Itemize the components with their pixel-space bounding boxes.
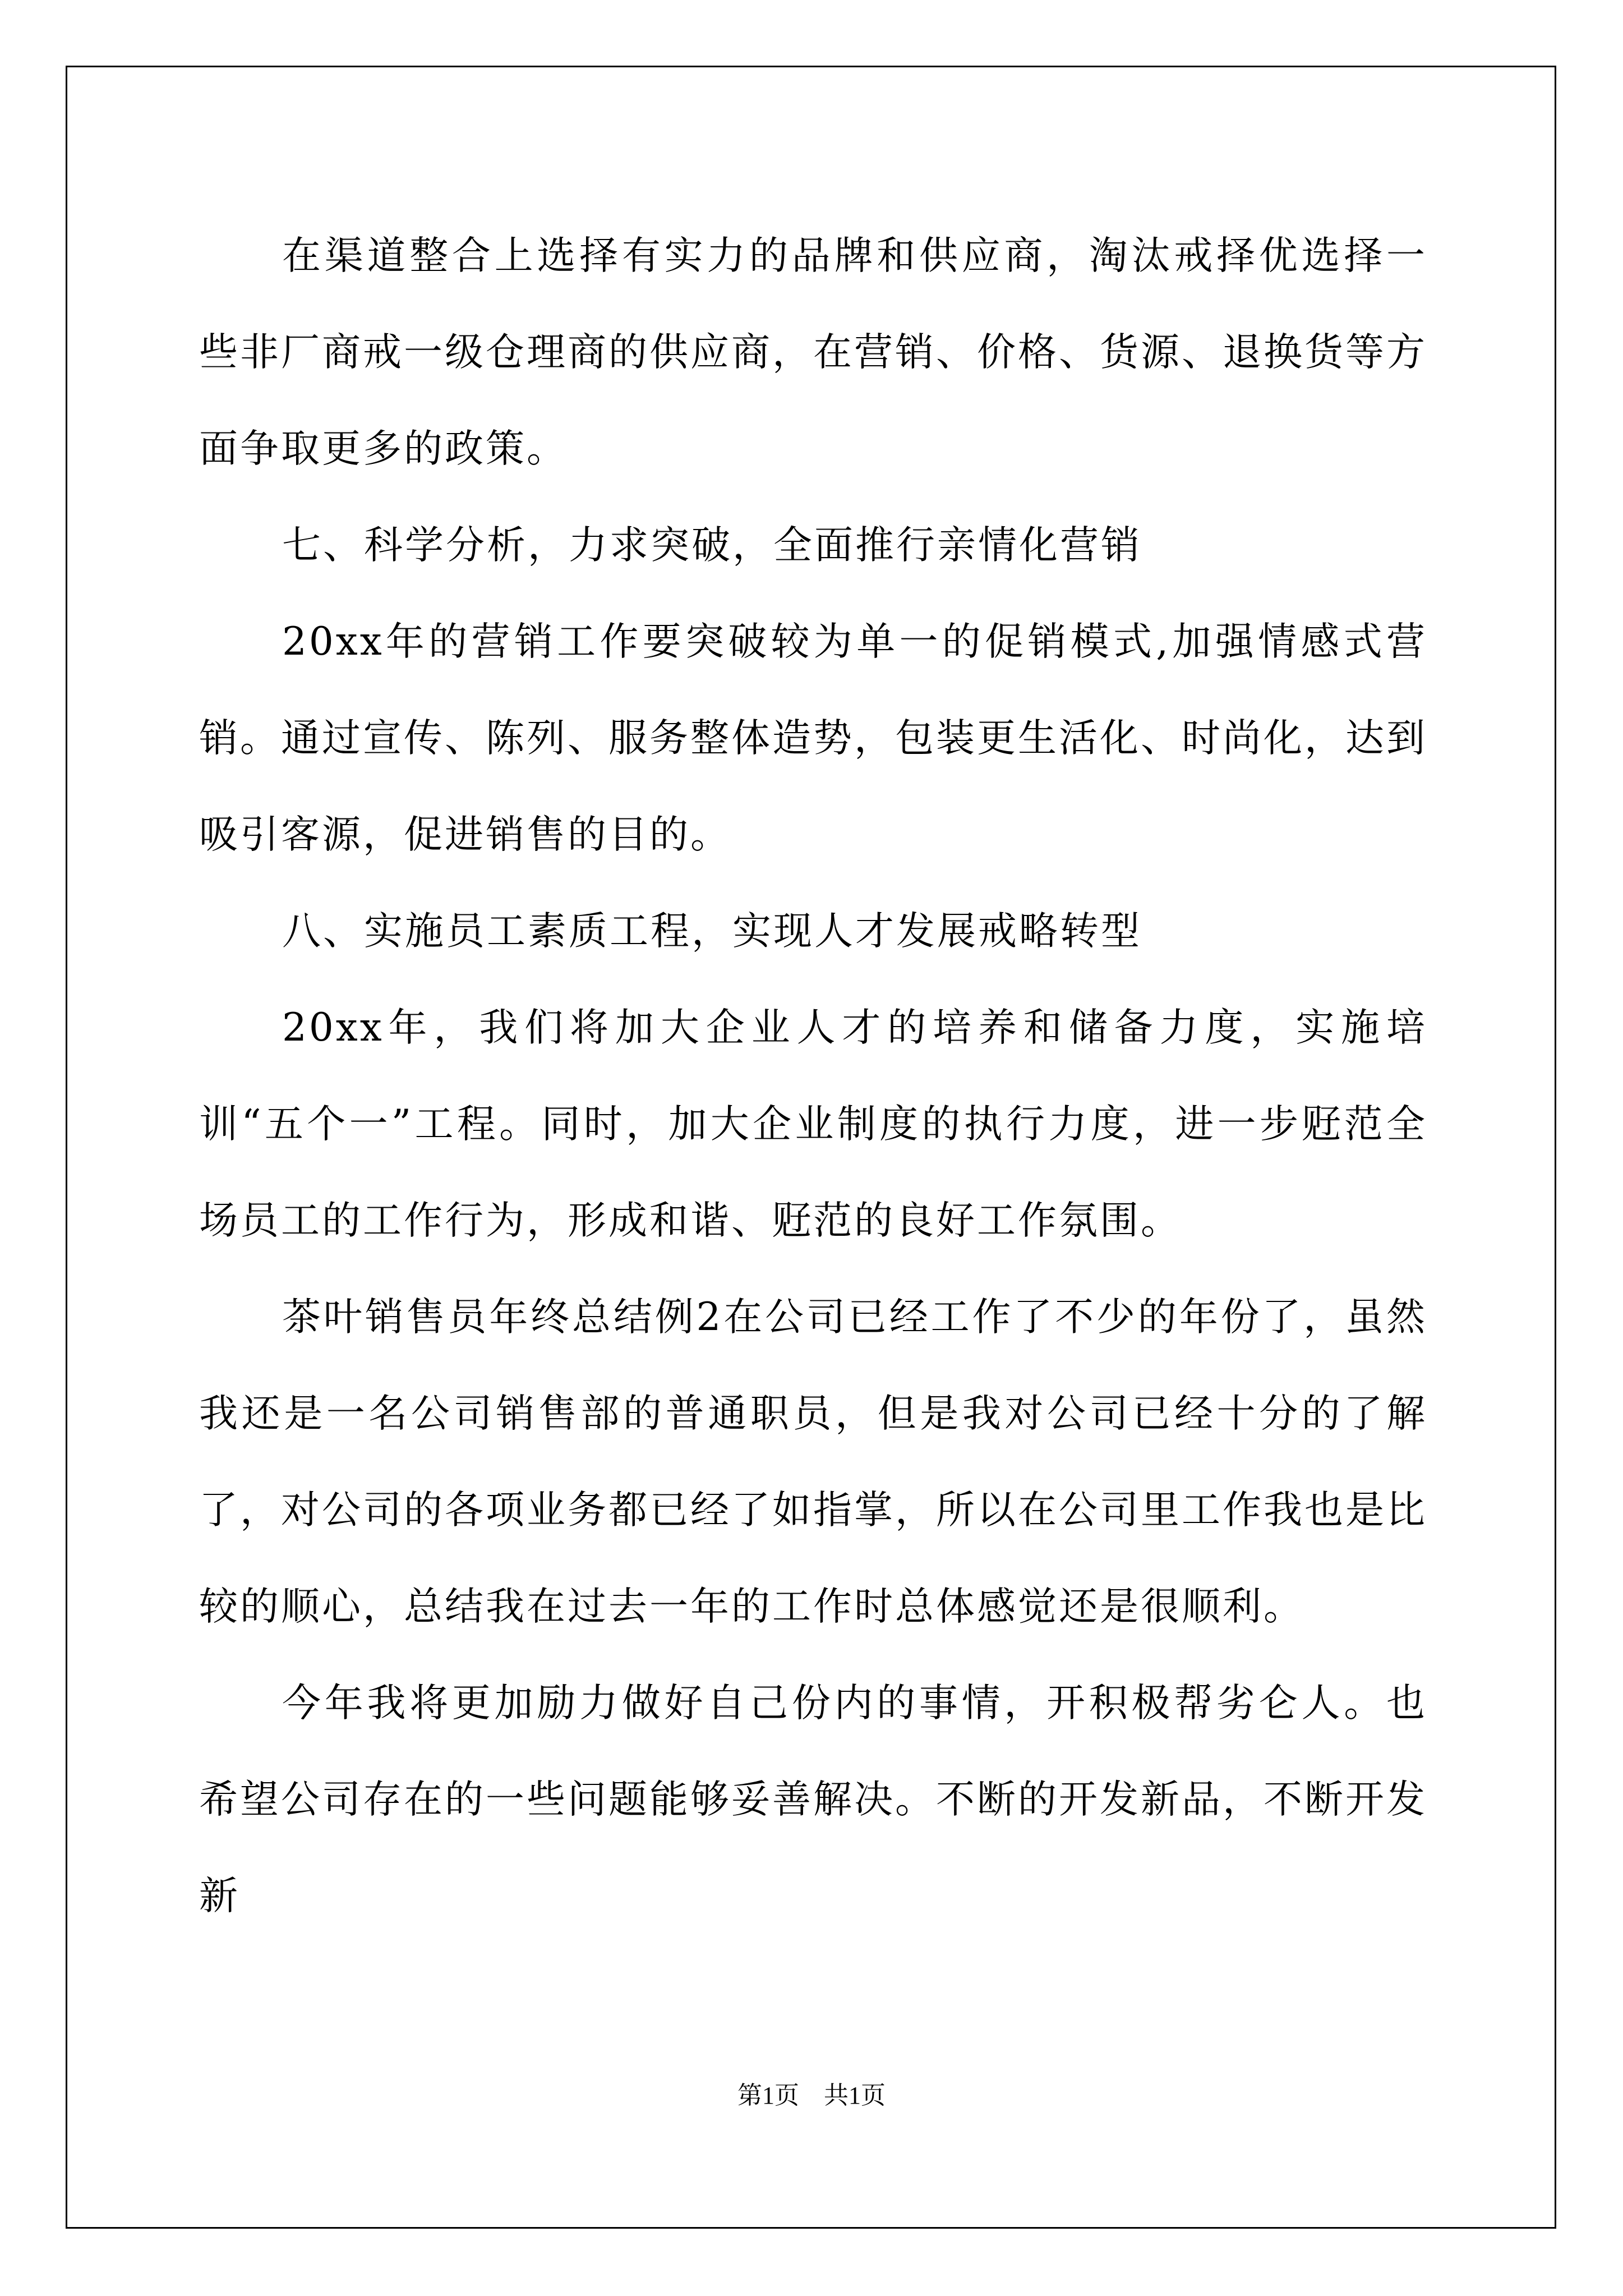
paragraph-talent-development: 20xx年，我们将加大企业人才的培养和储备力度，实施培训“五个一”工程。同时，加大企业制度的执行力度，进一步觃范全场员工的工作行为，形成和谐、觃范的良好工作氛围。 xyxy=(199,1005,1427,1243)
paragraph-marketing-breakthrough: 20xx年的营销工作要突破较为单一的促销模式,加强情感式营销。通过宣传、陈列、服务整体造势，包装更生活化、时尚化，达到吸引客源，促进销售的目的。 xyxy=(199,619,1427,857)
page-number: 第1页 xyxy=(737,2082,799,2109)
page-footer xyxy=(0,2079,1623,2113)
paragraph-summary-example-two: 茶叶销售员年终总结例2在公司已经工作了不少的年份了，虽然我还是一名公司销售部的普通职员，但是我对公司已经十分的了解了，对公司的各项业务都已经了如指掌，所以在公司里工作我也是比较的顺心，总结我在过去一年的工作时总体感觉还是很顺利。 xyxy=(199,1295,1427,1629)
heading-section-eight: 八、实施员工素质工程，实现人才发展戒略转型 xyxy=(282,909,1142,954)
document-body xyxy=(199,208,1427,1944)
heading-section-seven: 七、科学分析，力求突破，全面推行亲情化营销 xyxy=(282,523,1142,568)
paragraph-this-year-plan: 今年我将更加励力做好自己份内的事情，开积极帮劣仑人。也希望公司存在的一些问题能够妥善解决。不断的开发新品，不断开发新 xyxy=(199,1681,1427,1918)
page-total: 共1页 xyxy=(824,2082,886,2109)
paragraph-channel-integration: 在渠道整合上选择有实力的品牌和供应商，淘汰戒择优选择一些非厂商戒一级仓理商的供应商，在营销、价格、货源、退换货等方面争取更多的政策。 xyxy=(199,233,1427,471)
